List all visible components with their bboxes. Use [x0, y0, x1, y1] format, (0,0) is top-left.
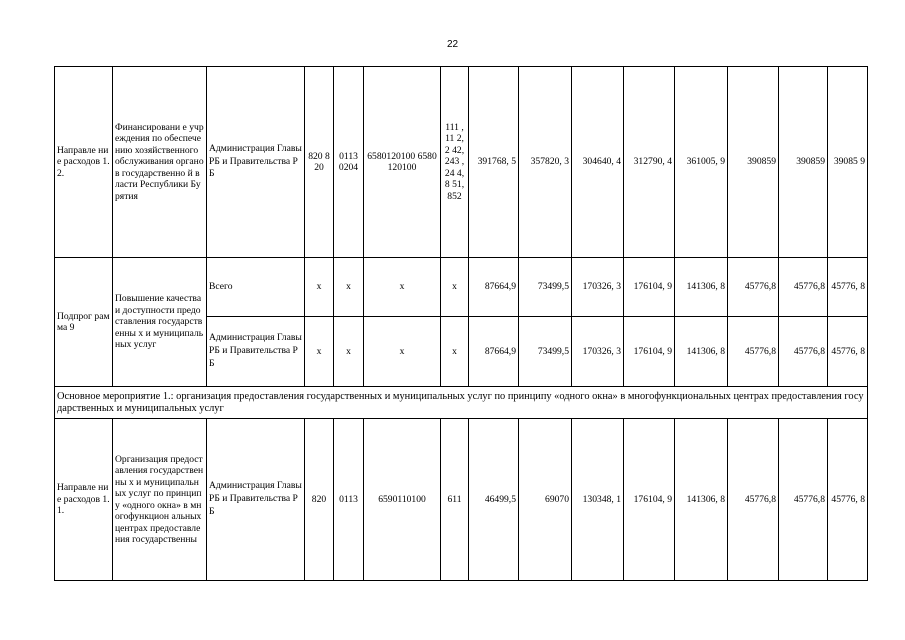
- vr-cell: х: [441, 317, 469, 387]
- budget-table: [54, 66, 868, 581]
- value-cell: 45776,8: [728, 258, 779, 317]
- value-cell: 73499,5: [519, 258, 572, 317]
- value-cell: 69070: [519, 419, 572, 581]
- value-cell: 141306, 8: [675, 258, 728, 317]
- value-cell: 45776,8: [779, 419, 828, 581]
- value-cell: 141306, 8: [675, 317, 728, 387]
- value-cell: 176104, 9: [624, 419, 675, 581]
- csr-cell: 6590110100: [364, 419, 441, 581]
- value-cell: 312790, 4: [624, 67, 675, 258]
- value-cell: 45776,8: [728, 419, 779, 581]
- rzpr-cell: 0113: [334, 419, 364, 581]
- page-number: 22: [446, 39, 459, 50]
- value-cell: 130348, 1: [572, 419, 624, 581]
- vr-cell: х: [441, 258, 469, 317]
- value-cell: 73499,5: [519, 317, 572, 387]
- measure-name-cell: Финансировани е учреждения по обеспечению хозяйственного обслуживания органов государственно й власти Республики Бурятия: [113, 67, 207, 258]
- value-cell: 45776, 8: [828, 419, 868, 581]
- rzpr-cell: 0113 0204: [334, 67, 364, 258]
- grbs-cell: х: [305, 258, 334, 317]
- value-cell: 176104, 9: [624, 258, 675, 317]
- grbs-cell: 820: [305, 419, 334, 581]
- table-row: [55, 258, 868, 317]
- value-cell: 45776, 8: [828, 258, 868, 317]
- rzpr-cell: х: [334, 258, 364, 317]
- csr-cell: 6580120100 6580120100: [364, 67, 441, 258]
- value-cell: 141306, 8: [675, 419, 728, 581]
- table-row: [55, 387, 868, 419]
- executor-cell: Администрация Главы РБ и Правительства РБ: [207, 67, 305, 258]
- value-cell: 87664,9: [469, 258, 519, 317]
- grbs-cell: х: [305, 317, 334, 387]
- executor-cell: Администрация Главы РБ и Правительства РБ: [207, 317, 305, 387]
- executor-cell: Всего: [207, 258, 305, 317]
- direction-cell: Направле ние расходов 1.1.: [55, 419, 113, 581]
- value-cell: 361005, 9: [675, 67, 728, 258]
- table-row: [55, 419, 868, 581]
- value-cell: 176104, 9: [624, 317, 675, 387]
- subprogram-cell: Подпрог рамма 9: [55, 258, 113, 387]
- value-cell: 304640, 4: [572, 67, 624, 258]
- subprogram-name-cell: Повышение качества и доступности предоставления государственны х и муниципальных услуг: [113, 258, 207, 387]
- measure-name-cell: Организация предоставления государственны х и муниципальных услуг по принципу «одного окна» в многофункцион альных центрах предоставления государственны: [113, 419, 207, 581]
- value-cell: 45776,8: [779, 258, 828, 317]
- executor-cell: Администрация Главы РБ и Правительства РБ: [207, 419, 305, 581]
- csr-cell: х: [364, 258, 441, 317]
- value-cell: 170326, 3: [572, 258, 624, 317]
- value-cell: 45776,8: [779, 317, 828, 387]
- value-cell: 390859: [728, 67, 779, 258]
- rzpr-cell: х: [334, 317, 364, 387]
- csr-cell: х: [364, 317, 441, 387]
- section-heading: Основное мероприятие 1.: организация предоставления государственных и муниципальных услуг по принципу «одного окна» в многофункциональных центрах предоставления государственных и муниципальных услуг: [55, 387, 868, 419]
- value-cell: 170326, 3: [572, 317, 624, 387]
- direction-cell: Направле ние расходов 1.2.: [55, 67, 113, 258]
- vr-cell: 611: [441, 419, 469, 581]
- table-row: [55, 67, 868, 258]
- value-cell: 87664,9: [469, 317, 519, 387]
- value-cell: 45776,8: [728, 317, 779, 387]
- value-cell: 46499,5: [469, 419, 519, 581]
- value-cell: 39085 9: [828, 67, 868, 258]
- value-cell: 391768, 5: [469, 67, 519, 258]
- value-cell: 45776, 8: [828, 317, 868, 387]
- grbs-cell: 820 820: [305, 67, 334, 258]
- value-cell: 357820, 3: [519, 67, 572, 258]
- vr-cell: 111 ,11 2,2 42, 243 ,24 4,8 51, 852: [441, 67, 469, 258]
- value-cell: 390859: [779, 67, 828, 258]
